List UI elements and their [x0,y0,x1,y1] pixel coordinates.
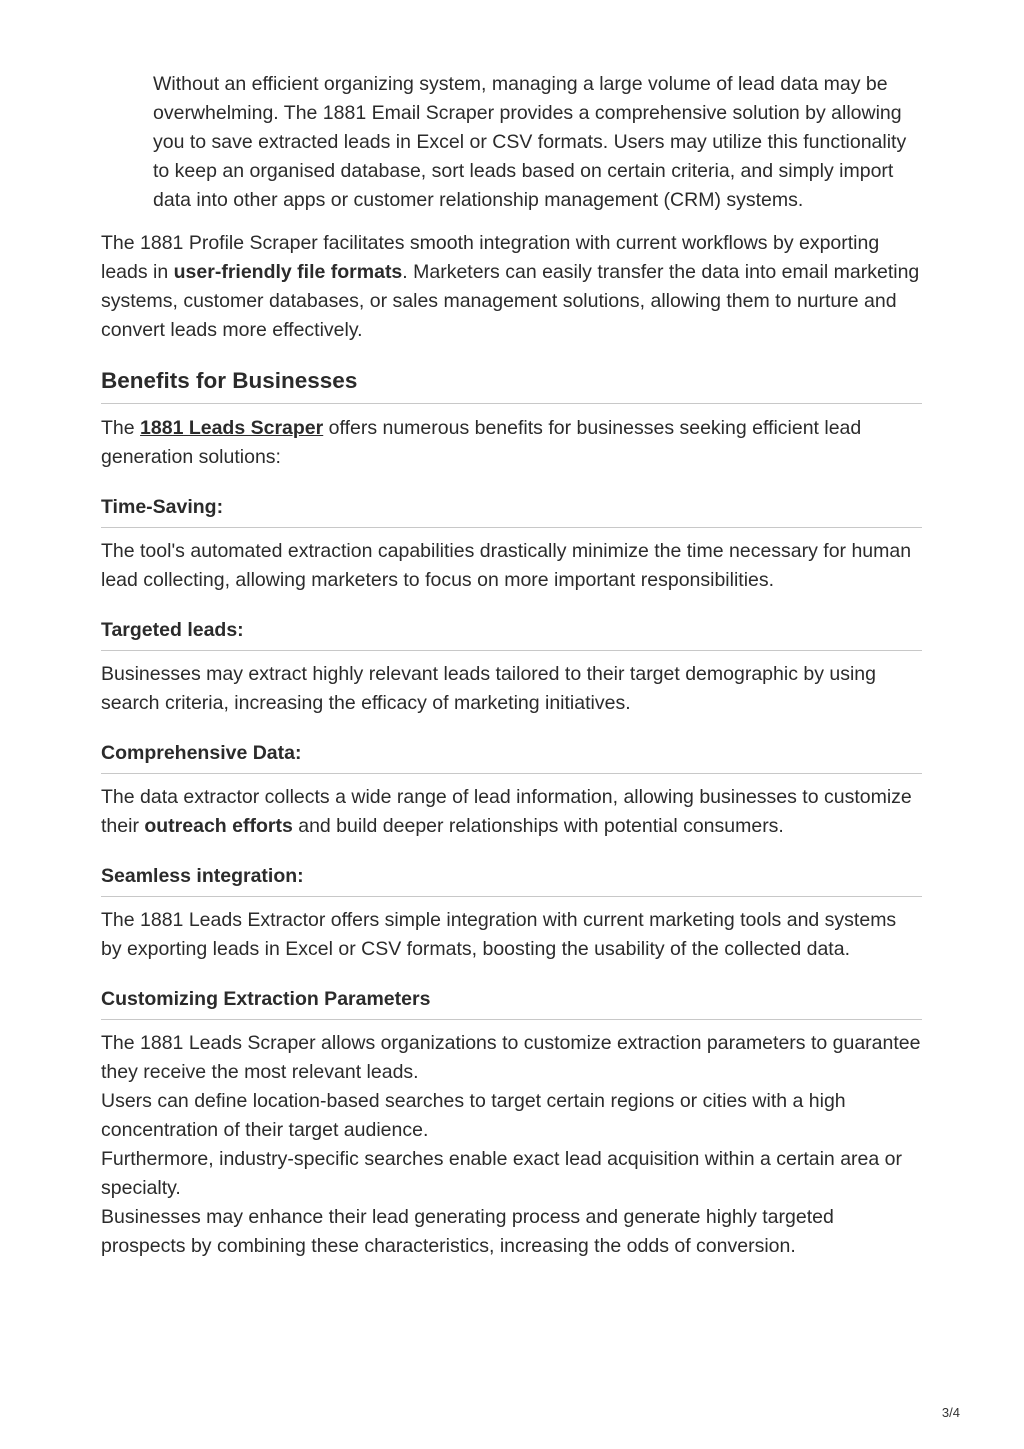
intro-bold-file-formats: user-friendly file formats [173,261,403,283]
leads-scraper-link[interactable]: 1881 Leads Scraper [140,417,324,439]
benefits-text-before: The [101,417,141,439]
intro-text-before: The 1881 Profile Scraper facilitates smooth integration with current workflows by exporting leads in [101,232,880,283]
targeted-leads-heading: Targeted leads: [101,617,922,651]
customizing-line-1: The 1881 Leads Scraper allows organizations to customize extraction parameters to guarantee they receive the most relevant leads. [101,1032,921,1083]
comprehensive-text-after: and build deeper relationships with potential consumers. [292,815,784,837]
intro-indented-paragraph: Without an efficient organizing system, managing a large volume of lead data may be overwhelming. The 1881 Email Scraper provides a comprehensive solution by allowing you to save extracted leads in Excel or CSV formats. Users may utilize this functionality to keep an organised database, sort leads based on certain criteria, and simply import data into other apps or customer relationship management (CRM) systems. [153,73,907,211]
intro-text-after: . Marketers can easily transfer the data into email marketing systems, customer databases, or sales management solutions, allowing them to nurture and convert leads more effectively. [101,261,920,341]
benefits-heading: Benefits for Businesses [101,367,922,404]
customizing-line-3: Furthermore, industry-specific searches enable exact lead acquisition within a certain area or specialty. [101,1148,902,1199]
customizing-parameters-body [101,1029,922,1261]
seamless-integration-paragraph: The 1881 Leads Extractor offers simple integration with current marketing tools and systems by exporting leads in Excel or CSV formats, boosting the usability of the collected data. [101,909,897,960]
comprehensive-bold-outreach: outreach efforts [144,815,293,837]
benefits-text-after: offers numerous benefits for businesses seeking efficient lead generation solutions: [101,417,862,468]
customizing-line-4: Businesses may enhance their lead generating process and generate highly targeted prospects by combining these characteristics, increasing the odds of conversion. [101,1206,834,1257]
intro-profile-scraper-paragraph [101,229,922,345]
customizing-parameters-heading: Customizing Extraction Parameters [101,986,922,1020]
comprehensive-text-before: The data extractor collects a wide range of lead information, allowing businesses to customize their [101,786,912,837]
page-number: 3/4 [941,1405,960,1420]
comprehensive-data-heading: Comprehensive Data: [101,740,922,774]
customizing-line-2: Users can define location-based searches to target certain regions or cities with a high concentration of their target audience. [101,1090,846,1141]
targeted-leads-paragraph: Businesses may extract highly relevant leads tailored to their target demographic by using search criteria, increasing the efficacy of marketing initiatives. [101,663,876,714]
benefits-intro-paragraph [101,414,922,472]
comprehensive-data-paragraph [101,783,922,841]
time-saving-paragraph: The tool's automated extraction capabilities drastically minimize the time necessary for human lead collecting, allowing marketers to focus on more important responsibilities. [101,540,912,591]
time-saving-heading: Time-Saving: [101,494,922,528]
document-page [101,70,922,1261]
seamless-integration-heading: Seamless integration: [101,863,922,897]
